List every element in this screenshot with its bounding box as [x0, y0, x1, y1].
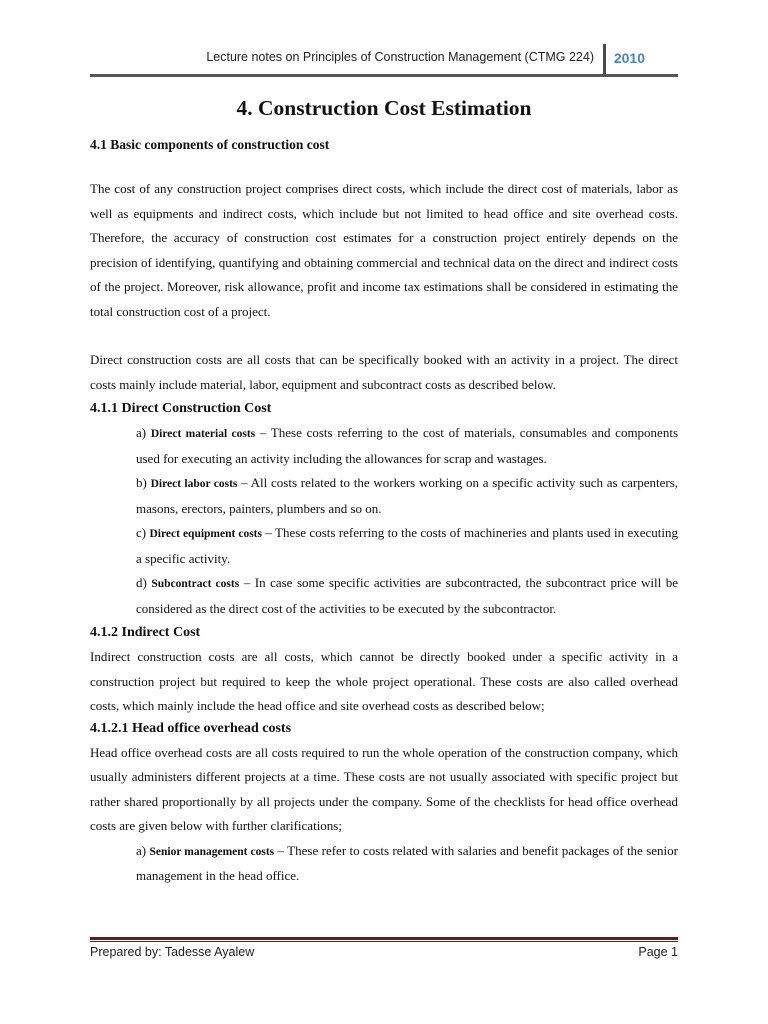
list-term: Direct material costs	[150, 428, 256, 440]
list-item	[136, 521, 678, 571]
list-term: Direct equipment costs	[149, 528, 262, 540]
list-marker: a)	[136, 425, 147, 440]
section-heading-4-1-2: 4.1.2 Indirect Cost	[90, 625, 201, 640]
list-item	[136, 471, 678, 521]
list-text: – These costs referring to the costs of machineries and plants used in executing a specific activity.	[136, 525, 679, 566]
list-text: – These costs referring to the cost of materials, consumables and components used for executing an activity including the allowances for scrap and wastages.	[136, 425, 679, 466]
page-content	[90, 90, 678, 891]
paragraph: Indirect construction costs are all costs, which cannot be directly booked under a specific activity in a construction project but required to keep the whole project operational. These costs are also called overhead costs, which mainly include the head office and site overhead costs as described below;	[90, 649, 678, 713]
list-text: – In case some specific activities are subcontracted, the subcontract price will be considered as the direct cost of the activities to be executed by the subcontractor.	[136, 575, 678, 616]
list-item	[136, 571, 678, 621]
header-divider	[603, 44, 606, 74]
list-item	[136, 421, 678, 471]
section-heading-4-1-2-1: 4.1.2.1 Head office overhead costs	[90, 720, 292, 736]
footer-page-number: Page 1	[638, 945, 678, 959]
paragraph: Direct construction costs are all costs that can be specifically booked with an activity in a project. The direct costs mainly include material, labor, equipment and subcontract costs as described below.	[90, 352, 678, 392]
list-item	[136, 839, 678, 889]
paragraph: The cost of any construction project comprises direct costs, which include the direct cost of materials, labor as well as equipments and indirect costs, which include but not limited to head office and site overhead costs. Therefore, the accuracy of construction cost estimates for a construction project entirely depends on the precision of identifying, quantifying and obtaining commercial and technical data on the direct and indirect costs of the project. Moreover, risk allowance, profit and income tax estimations shall be considered in estimating the total construction cost of a project.	[90, 181, 678, 319]
chapter-title: 4. Construction Cost Estimation	[236, 96, 532, 120]
direct-cost-list	[136, 421, 678, 621]
paragraph: Head office overhead costs are all costs required to run the whole operation of the construction company, which usually administers different projects at a time. These costs are not usually associated with specific project but rather shared proportionally by all projects under the company. Some of the checklists for head office overhead costs are given below with further clarifications;	[90, 744, 678, 833]
list-marker: d)	[136, 575, 147, 590]
list-marker: b)	[136, 475, 147, 490]
list-text: – These refer to costs related with salaries and benefit packages of the senior management in the head office.	[136, 842, 678, 883]
page-header	[90, 44, 678, 74]
footer-author: Prepared by: Tadesse Ayalew	[90, 945, 255, 959]
footer-rule	[90, 937, 678, 940]
header-rule	[90, 74, 678, 77]
list-term: Senior management costs	[149, 845, 275, 858]
header-year: 2010	[613, 50, 645, 66]
section-heading-4-1-1: 4.1.1 Direct Construction Cost	[90, 401, 272, 416]
list-text: – All costs related to the workers working on a specific activity such as carpenters, masons, erectors, painters, plumbers and so on.	[136, 475, 679, 516]
header-title: Lecture notes on Principles of Construction Management (CTMG 224)	[206, 50, 594, 64]
head-office-cost-list	[136, 839, 678, 889]
list-marker: c)	[136, 525, 147, 540]
list-marker: a)	[136, 842, 147, 858]
list-term: Subcontract costs	[151, 578, 240, 590]
footer-rule-thin	[90, 941, 678, 942]
list-term: Direct labor costs	[150, 478, 238, 490]
section-heading-4-1: 4.1 Basic components of construction cost	[90, 137, 330, 152]
